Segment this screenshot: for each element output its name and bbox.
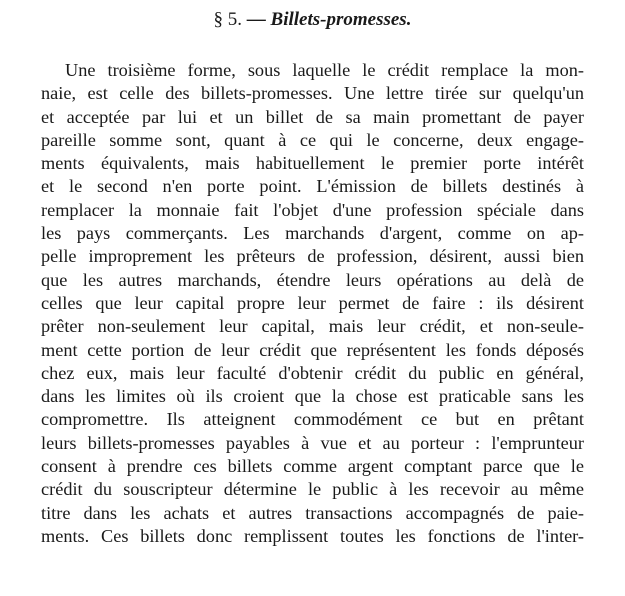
section-number: § 5. (213, 9, 243, 30)
text-line: prêter non-seulement leur capital, mais leur crédit, et non-seule- (41, 316, 584, 337)
text-line: ments équivalents, mais habituellement le premier porte intérêt (41, 153, 584, 174)
text-line: que les autres marchands, étendre leurs opérations au delà de (41, 269, 584, 290)
text-line: ment cette portion de leur crédit que représentent les fonds déposés (41, 339, 584, 360)
text-line: et le second n'en porte point. L'émission de billets destinés à (41, 176, 584, 197)
text-line: et acceptée par lui et un billet de sa main promettant de payer (41, 106, 584, 127)
text-line: remplacer la monnaie fait l'objet d'une profession spéciale dans (41, 199, 584, 220)
text-line: titre dans les achats et autres transactions accompagnés de paie- (41, 502, 584, 523)
text-line: les pays commerçants. Les marchands d'argent, comme on ap- (41, 223, 584, 244)
text-line: crédit du souscripteur détermine le public à les recevoir au même (41, 479, 584, 500)
text-line: pareille somme sont, quant à ce qui le concerne, deux engage- (41, 129, 584, 150)
text-line: celles que leur capital propre leur permet de faire : ils désirent (41, 292, 584, 313)
section-title: Billets-promesses. (270, 9, 412, 30)
body-paragraph (41, 59, 584, 548)
text-line: consent à prendre ces billets comme argent comptant parce que le (41, 456, 584, 477)
text-line: dans les limites où ils croient que la chose est praticable sans les (41, 386, 584, 407)
section-heading (0, 8, 625, 32)
text-line: pelle improprement les prêteurs de profession, désirent, aussi bien (41, 246, 584, 267)
heading-dash: — (246, 9, 266, 30)
text-line: Une troisième forme, sous laquelle le crédit remplace la mon- (65, 60, 584, 80)
text-line: naie, est celle des billets-promesses. Une lettre tirée sur quelqu'un (41, 83, 584, 104)
text-line: leurs billets-promesses payables à vue et au porteur : l'emprunteur (41, 432, 584, 453)
text-line: compromettre. Ils atteignent commodément ce but en prêtant (41, 409, 584, 430)
text-line: ments. Ces billets donc remplissent toutes les fonctions de l'inter- (41, 525, 584, 546)
text-line: chez eux, mais leur faculté d'obtenir crédit du public en général, (41, 362, 584, 383)
